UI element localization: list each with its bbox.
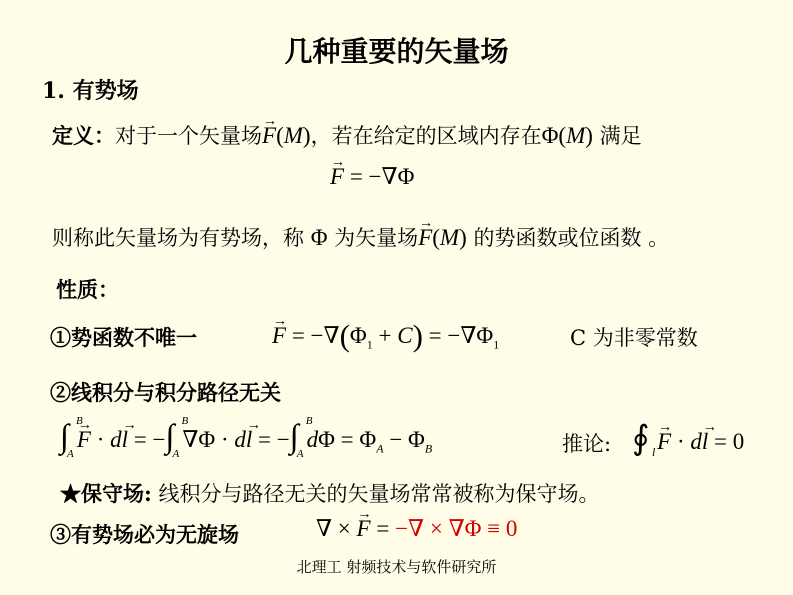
potential-phi-of-m: Φ(M) [541,123,593,148]
definition-line2-a: 则称此矢量场为有势场，称 [52,226,311,250]
definition-text-b: ，若在给定的区域内存在 [310,124,542,148]
footer-institution: 北理工 射频技术与软件研究所 [296,558,497,576]
property-2-formula: ∫ B A → F · d→ l = −∫ B A ∇Φ · d→ l = −∫ B A $d\Phi = \Phi_A - \Phi_B$ [60,418,432,457]
definition-line-2 [52,222,669,252]
property-3-label: ③有势场必为无旋场 [50,522,239,547]
slide-title: 几种重要的矢量场 [284,35,509,68]
corollary-label: 推论: [562,432,612,456]
definition-text-a: 对于一个矢量场 [115,124,262,148]
property-2-label: ②线积分与积分路径无关 [50,380,281,405]
property-1-note: C 为非零常数 [570,326,698,350]
definition-line [52,120,642,150]
conservative-label: ★保守场: [60,481,152,506]
conservative-text: 线积分与路径无关的矢量场常常被称为保守场。 [158,482,600,506]
field-f-of-m: → F(M) [262,123,311,148]
definition-line2-c: 的势函数或位函数 。 [466,226,670,250]
definition-text-c: 满足 [592,124,642,148]
conservative-field-line [60,478,599,508]
phi-symbol: Φ [310,225,328,250]
property-3-formula: ∇ × → F = −∇ × ∇Φ ≡ 0 [316,516,517,542]
section-heading-potential-field: 1. 有势场 [42,78,139,104]
property-1-formula: → $F = -\nabla(\Phi_1 + C) = -\nabla\Phi_1$ [272,318,499,354]
properties-heading: 性质： [56,277,119,302]
definition-equation: → F = −∇Φ [330,164,414,190]
definition-label: 定义： [52,123,115,148]
corollary-formula: ∮ l → F · d→ l = 0 [632,418,744,458]
definition-line2-b: 为矢量场 [327,226,419,250]
property-1-label: ①势函数不唯一 [50,325,197,350]
field-f-of-m-2: → F(M) [418,225,467,250]
